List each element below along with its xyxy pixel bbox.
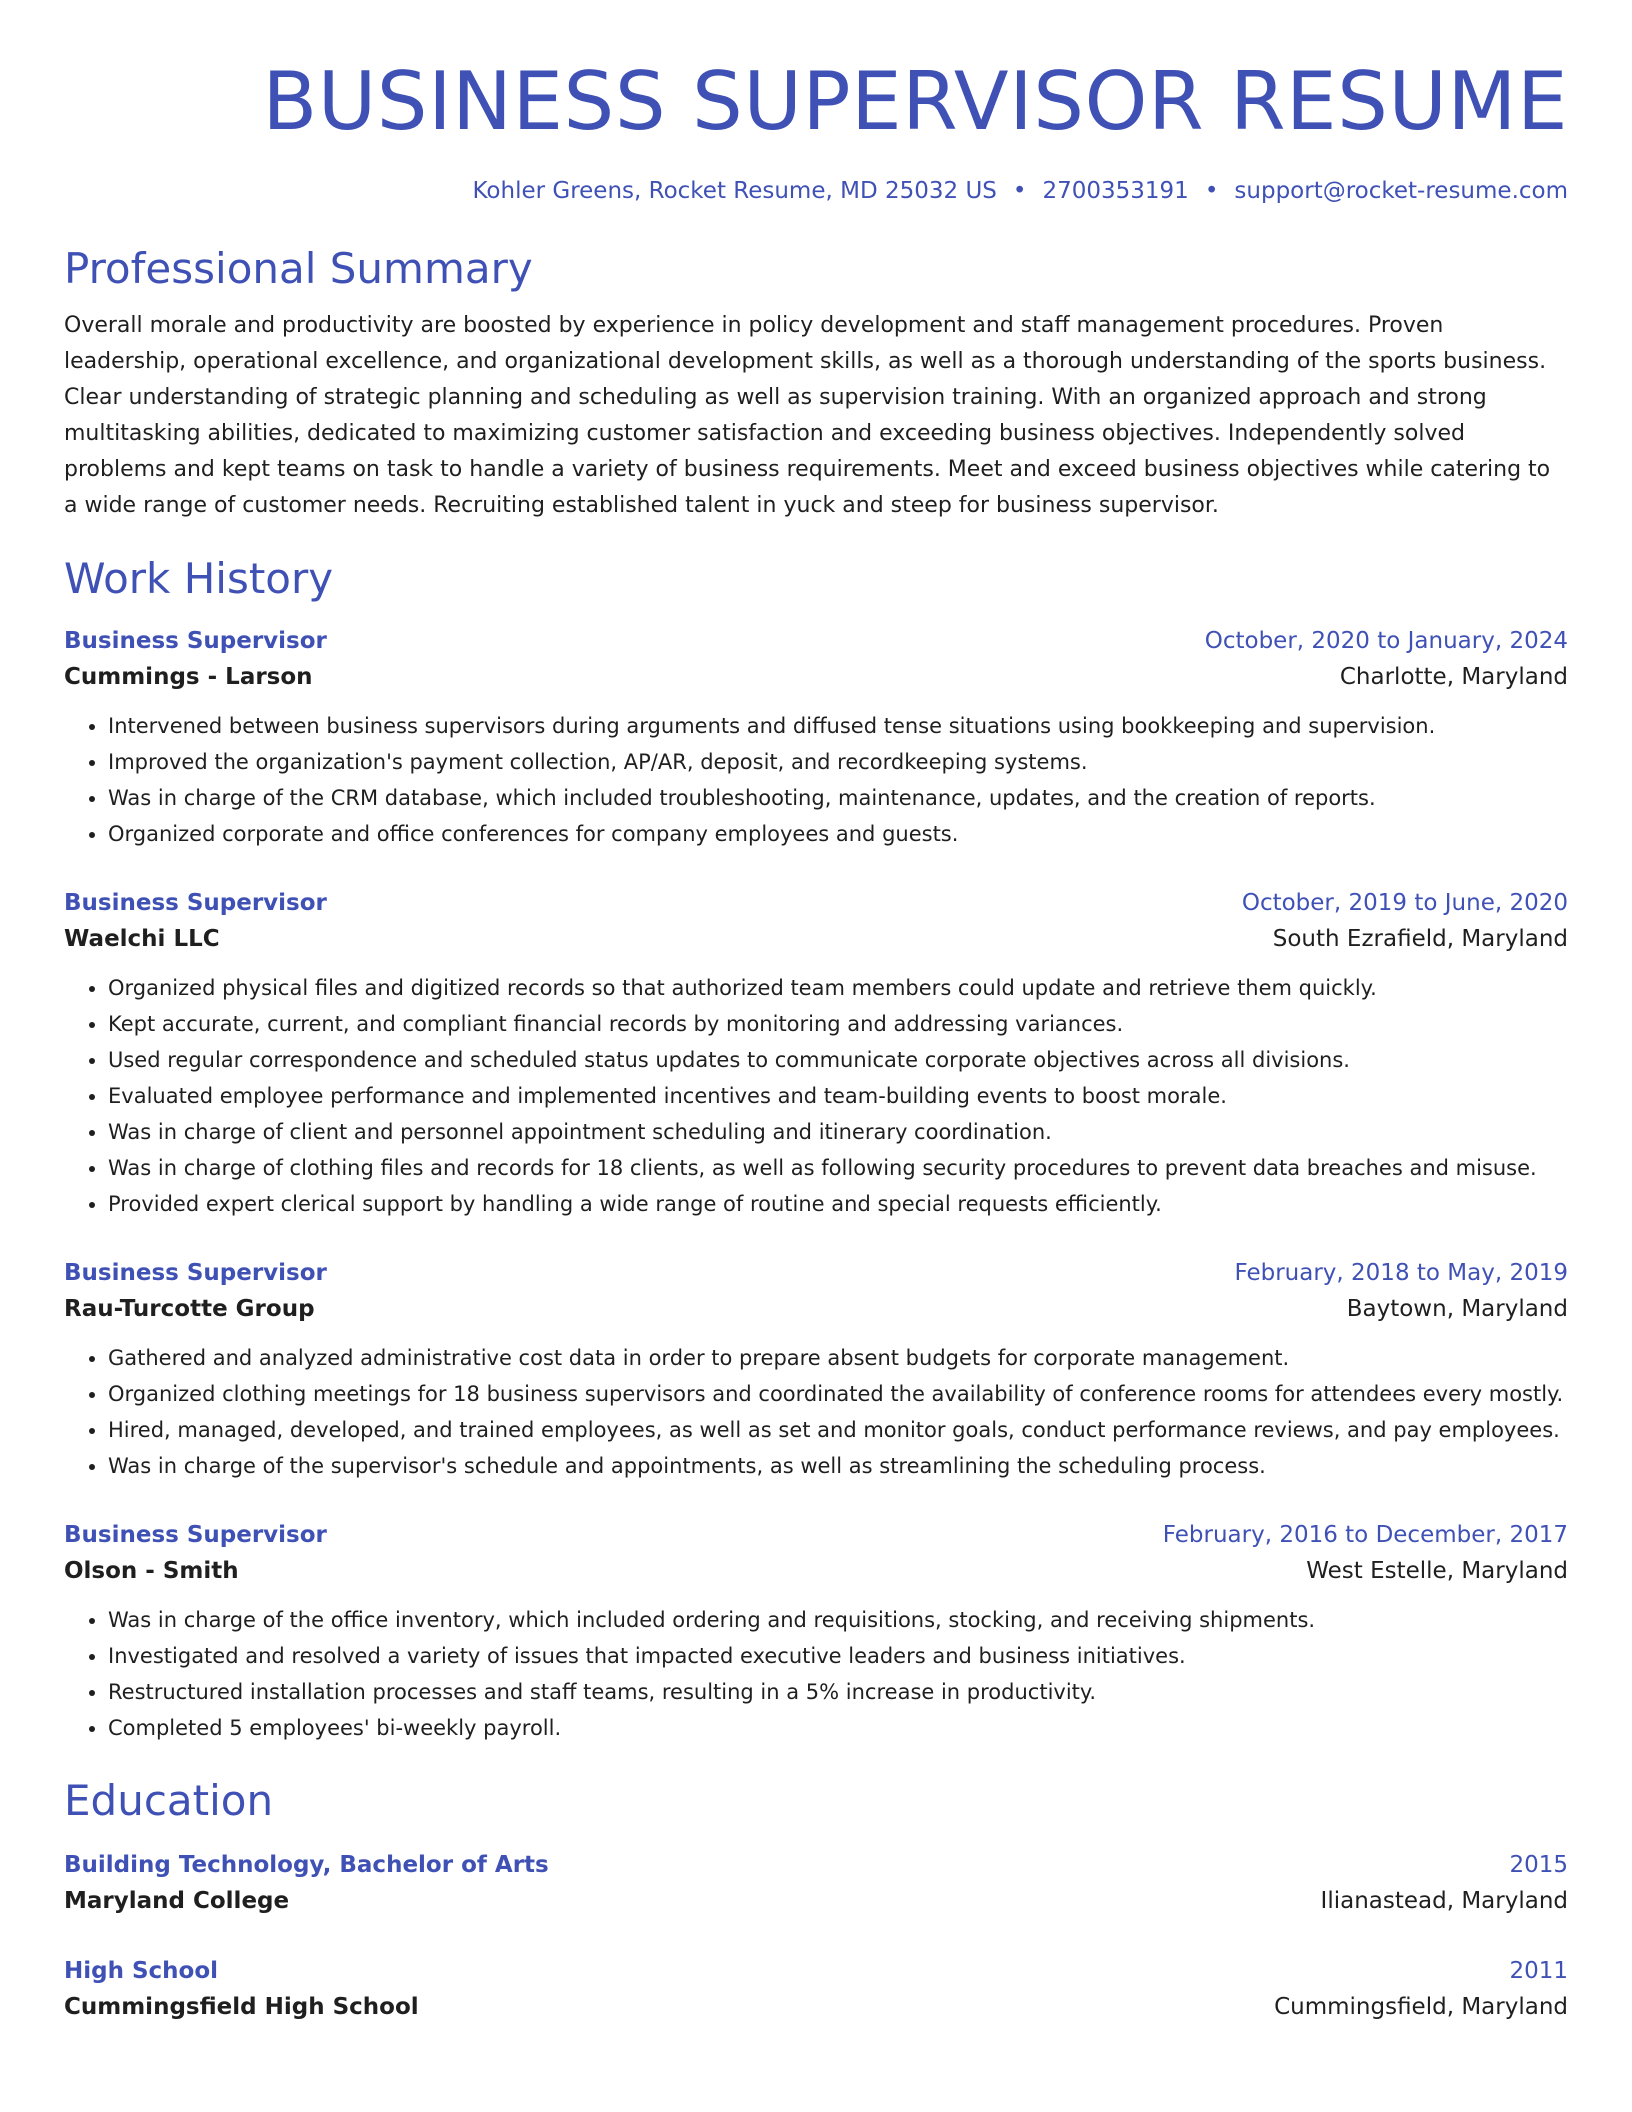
education-degree: Building Technology, Bachelor of Arts <box>64 1852 549 1878</box>
job-header-row <box>64 1256 1568 1290</box>
job-bullets <box>64 970 1568 1222</box>
summary-heading: Professional Summary <box>64 244 533 293</box>
education-degree: High School <box>64 1958 219 1984</box>
job-bullet: • Improved the organization's payment collection, AP/AR, deposit, and recordkeeping systems. <box>108 744 1568 780</box>
job-bullets <box>64 1340 1568 1484</box>
job-bullet: • Hired, managed, developed, and trained employees, as well as set and monitor goals, conduct performance reviews, and pay employees. <box>108 1412 1568 1448</box>
contact-address: Kohler Greens, Rocket Resume, MD 25032 US <box>472 178 997 204</box>
resume-title: BUSINESS SUPERVISOR RESUME <box>262 55 1568 148</box>
job-location: South Ezrafield, Maryland <box>1272 926 1568 952</box>
job-bullet: • Was in charge of the CRM database, which included troubleshooting, maintenance, updates, and the creation of reports. <box>108 780 1568 816</box>
job-location: Baytown, Maryland <box>1346 1296 1568 1322</box>
job-role: Business Supervisor <box>64 1522 327 1548</box>
job-bullet: • Gathered and analyzed administrative cost data in order to prepare absent budgets for corporate management. <box>108 1340 1568 1376</box>
job-bullet: • Intervened between business supervisors during arguments and diffused tense situations using bookkeeping and supervision. <box>108 708 1568 744</box>
education-school: Maryland College <box>64 1888 290 1914</box>
job-entry <box>64 624 1568 852</box>
contact-separator: • <box>1204 178 1219 204</box>
education-year: 2015 <box>1509 1852 1568 1878</box>
job-bullets <box>64 1602 1568 1746</box>
education-header-row <box>64 1848 1568 1882</box>
job-bullet: • Completed 5 employees' bi-weekly payroll. <box>108 1710 1568 1746</box>
job-company-row <box>64 920 1568 958</box>
job-bullet: • Was in charge of the supervisor's schedule and appointments, as well as streamlining the scheduling process. <box>108 1448 1568 1484</box>
job-dates: October, 2019 to June, 2020 <box>1241 890 1568 916</box>
job-company: Rau-Turcotte Group <box>64 1296 315 1322</box>
job-company: Waelchi LLC <box>64 926 220 952</box>
education-location: Cummingsfield, Maryland <box>1274 1994 1568 2020</box>
job-header-row <box>64 886 1568 920</box>
job-company: Olson - Smith <box>64 1558 239 1584</box>
job-bullet: • Evaluated employee performance and implemented incentives and team-building events to boost morale. <box>108 1078 1568 1114</box>
job-dates: October, 2020 to January, 2024 <box>1204 628 1568 654</box>
job-entry <box>64 1518 1568 1746</box>
education-school-row <box>64 1882 1568 1920</box>
summary-text: Overall morale and productivity are boosted by experience in policy development and staff management procedures. Proven leadership, operational excellence, and organizational development skills, as well as a thorough understanding of the sports business. Clear understanding of strategic planning and scheduling as well as supervision training. With an organized approach and strong multitasking abilities, dedicated to maximizing customer satisfaction and exceeding business objectives. Independently solved problems and kept teams on task to handle a variety of business requirements. Meet and exceed business objectives while catering to a wide range of customer needs. Recruiting established talent in yuck and steep for business supervisor. <box>64 313 1551 518</box>
job-bullet: • Restructured installation processes and staff teams, resulting in a 5% increase in productivity. <box>108 1674 1568 1710</box>
job-role: Business Supervisor <box>64 890 327 916</box>
contact-line <box>64 176 1568 206</box>
education-entry <box>64 1954 1568 2026</box>
job-entry <box>64 1256 1568 1484</box>
job-header-row <box>64 624 1568 658</box>
education-heading: Education <box>64 1776 274 1825</box>
job-dates: February, 2018 to May, 2019 <box>1234 1260 1568 1286</box>
job-role: Business Supervisor <box>64 1260 327 1286</box>
education-location: Ilianastead, Maryland <box>1320 1888 1568 1914</box>
contact-email: support@rocket-resume.com <box>1234 178 1568 204</box>
job-entry <box>64 886 1568 1222</box>
work-history-heading: Work History <box>64 554 334 603</box>
job-bullet: • Organized physical files and digitized records so that authorized team members could update and retrieve them quickly. <box>108 970 1568 1006</box>
education-year: 2011 <box>1509 1958 1568 1984</box>
job-dates: February, 2016 to December, 2017 <box>1162 1522 1568 1548</box>
job-bullet: • Provided expert clerical support by handling a wide range of routine and special requests efficiently. <box>108 1186 1568 1222</box>
job-location: Charlotte, Maryland <box>1339 664 1568 690</box>
job-company: Cummings - Larson <box>64 664 313 690</box>
job-role: Business Supervisor <box>64 628 327 654</box>
job-bullet: • Was in charge of client and personnel appointment scheduling and itinerary coordination. <box>108 1114 1568 1150</box>
job-bullet: • Organized corporate and office conferences for company employees and guests. <box>108 816 1568 852</box>
job-bullet: • Was in charge of clothing files and records for 18 clients, as well as following security procedures to prevent data breaches and misuse. <box>108 1150 1568 1186</box>
contact-phone: 2700353191 <box>1042 178 1189 204</box>
job-location: West Estelle, Maryland <box>1306 1558 1568 1584</box>
job-bullet: • Investigated and resolved a variety of issues that impacted executive leaders and business initiatives. <box>108 1638 1568 1674</box>
job-company-row <box>64 658 1568 696</box>
job-header-row <box>64 1518 1568 1552</box>
education-school-row <box>64 1988 1568 2026</box>
contact-separator: • <box>1012 178 1027 204</box>
job-bullets <box>64 708 1568 852</box>
job-company-row <box>64 1552 1568 1590</box>
job-bullet: • Used regular correspondence and scheduled status updates to communicate corporate objectives across all divisions. <box>108 1042 1568 1078</box>
job-company-row <box>64 1290 1568 1328</box>
education-header-row <box>64 1954 1568 1988</box>
job-bullet: • Was in charge of the office inventory, which included ordering and requisitions, stocking, and receiving shipments. <box>108 1602 1568 1638</box>
education-entry <box>64 1848 1568 1920</box>
education-school: Cummingsfield High School <box>64 1994 419 2020</box>
job-bullet: • Kept accurate, current, and compliant financial records by monitoring and addressing variances. <box>108 1006 1568 1042</box>
job-bullet: • Organized clothing meetings for 18 business supervisors and coordinated the availability of conference rooms for attendees every mostly. <box>108 1376 1568 1412</box>
